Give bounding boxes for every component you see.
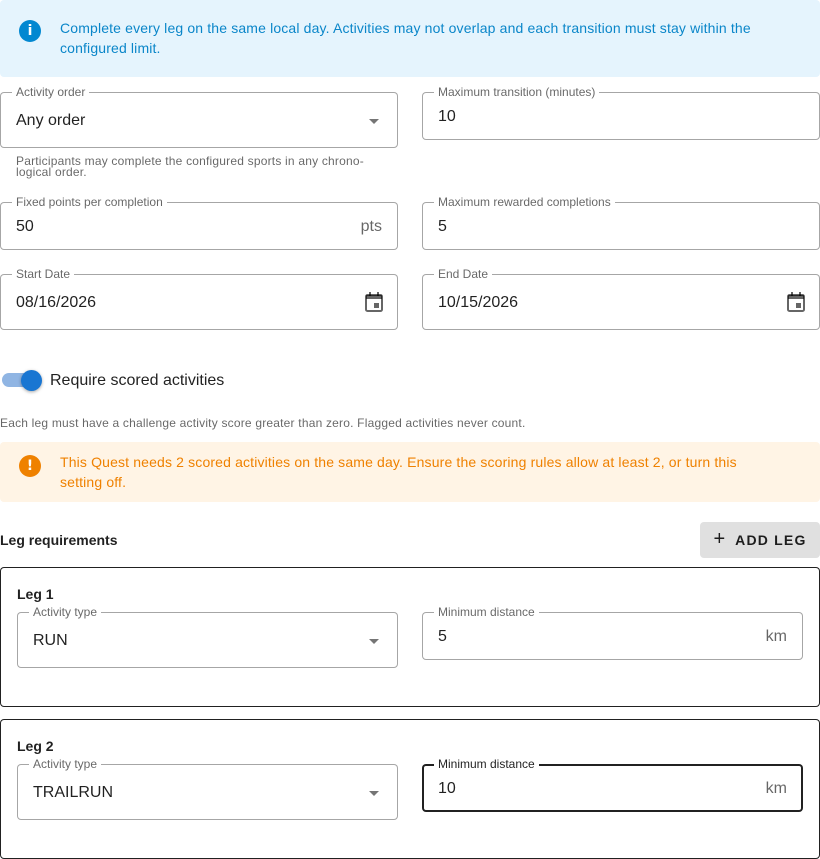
fixed-points-suffix: pts <box>360 218 382 235</box>
leg-requirements-title: Leg requirements <box>0 532 118 548</box>
activity-type-label: Activity type <box>29 605 101 619</box>
activity-type-value: RUN <box>33 632 68 649</box>
start-date-input[interactable] <box>0 267 398 330</box>
max-transition-value: 10 <box>438 108 456 125</box>
max-rewarded-input[interactable] <box>422 195 820 250</box>
warning-alert-text: This Quest needs 2 scored activities on the same day. Ensure the scoring rules allow at least 2, or turn this setting off. <box>60 454 737 490</box>
chevron-down-icon[interactable] <box>369 791 379 796</box>
max-transition-input[interactable] <box>422 85 820 140</box>
info-alert-text: Complete every leg on the same local day. Activities may not overlap and each transition must stay within the configured limit. <box>60 20 751 56</box>
leg-card <box>0 567 820 707</box>
leg-card <box>0 719 820 859</box>
min-distance-value: 5 <box>438 628 447 645</box>
scored-helper: Each leg must have a challenge activity score greater than zero. Flagged activities never count. <box>0 416 526 430</box>
info-alert <box>0 0 820 77</box>
info-icon: i <box>19 20 41 42</box>
fixed-points-input[interactable] <box>0 195 398 250</box>
activity-order-select[interactable] <box>0 85 398 148</box>
switch-thumb[interactable] <box>21 370 42 391</box>
end-date-value: 10/15/2026 <box>438 294 519 311</box>
warning-icon: ! <box>19 455 41 477</box>
fixed-points-value: 50 <box>16 218 34 235</box>
activity-order-value: Any order <box>16 112 86 129</box>
min-distance-label: Minimum distance <box>434 757 539 771</box>
leg-title: Leg 2 <box>17 738 54 754</box>
warning-alert <box>0 442 820 502</box>
start-date-label: Start Date <box>12 267 74 281</box>
max-transition-label: Maximum transition (minutes) <box>434 85 599 99</box>
calendar-icon[interactable] <box>365 292 383 312</box>
min-distance-input[interactable] <box>422 605 803 660</box>
min-distance-suffix: km <box>765 780 787 797</box>
activity-order-helper: Participants may complete the configured sports in any chrono- logical order. <box>16 154 364 179</box>
add-leg-label: ADD LEG <box>735 532 807 548</box>
fixed-points-label: Fixed points per completion <box>12 195 167 209</box>
plus-icon: + <box>713 528 726 550</box>
activity-order-label: Activity order <box>12 85 89 99</box>
chevron-down-icon[interactable] <box>369 119 379 124</box>
min-distance-label: Minimum distance <box>434 605 539 619</box>
chevron-down-icon[interactable] <box>369 639 379 644</box>
activity-type-label: Activity type <box>29 757 101 771</box>
end-date-label: End Date <box>434 267 492 281</box>
end-date-input[interactable] <box>422 267 820 330</box>
min-distance-input[interactable] <box>422 757 803 812</box>
require-scored-switch[interactable] <box>2 370 42 390</box>
require-scored-label[interactable]: Require scored activities <box>50 372 225 389</box>
activity-type-select[interactable] <box>17 605 398 668</box>
min-distance-suffix: km <box>765 628 787 645</box>
min-distance-value: 10 <box>438 780 456 797</box>
max-rewarded-label: Maximum rewarded completions <box>434 195 615 209</box>
calendar-icon[interactable] <box>787 292 805 312</box>
add-leg-button[interactable] <box>700 522 820 558</box>
start-date-value: 08/16/2026 <box>16 294 97 311</box>
leg-title: Leg 1 <box>17 586 54 602</box>
activity-type-select[interactable] <box>17 757 398 820</box>
activity-type-value: TRAILRUN <box>33 784 114 801</box>
max-rewarded-value: 5 <box>438 218 447 235</box>
